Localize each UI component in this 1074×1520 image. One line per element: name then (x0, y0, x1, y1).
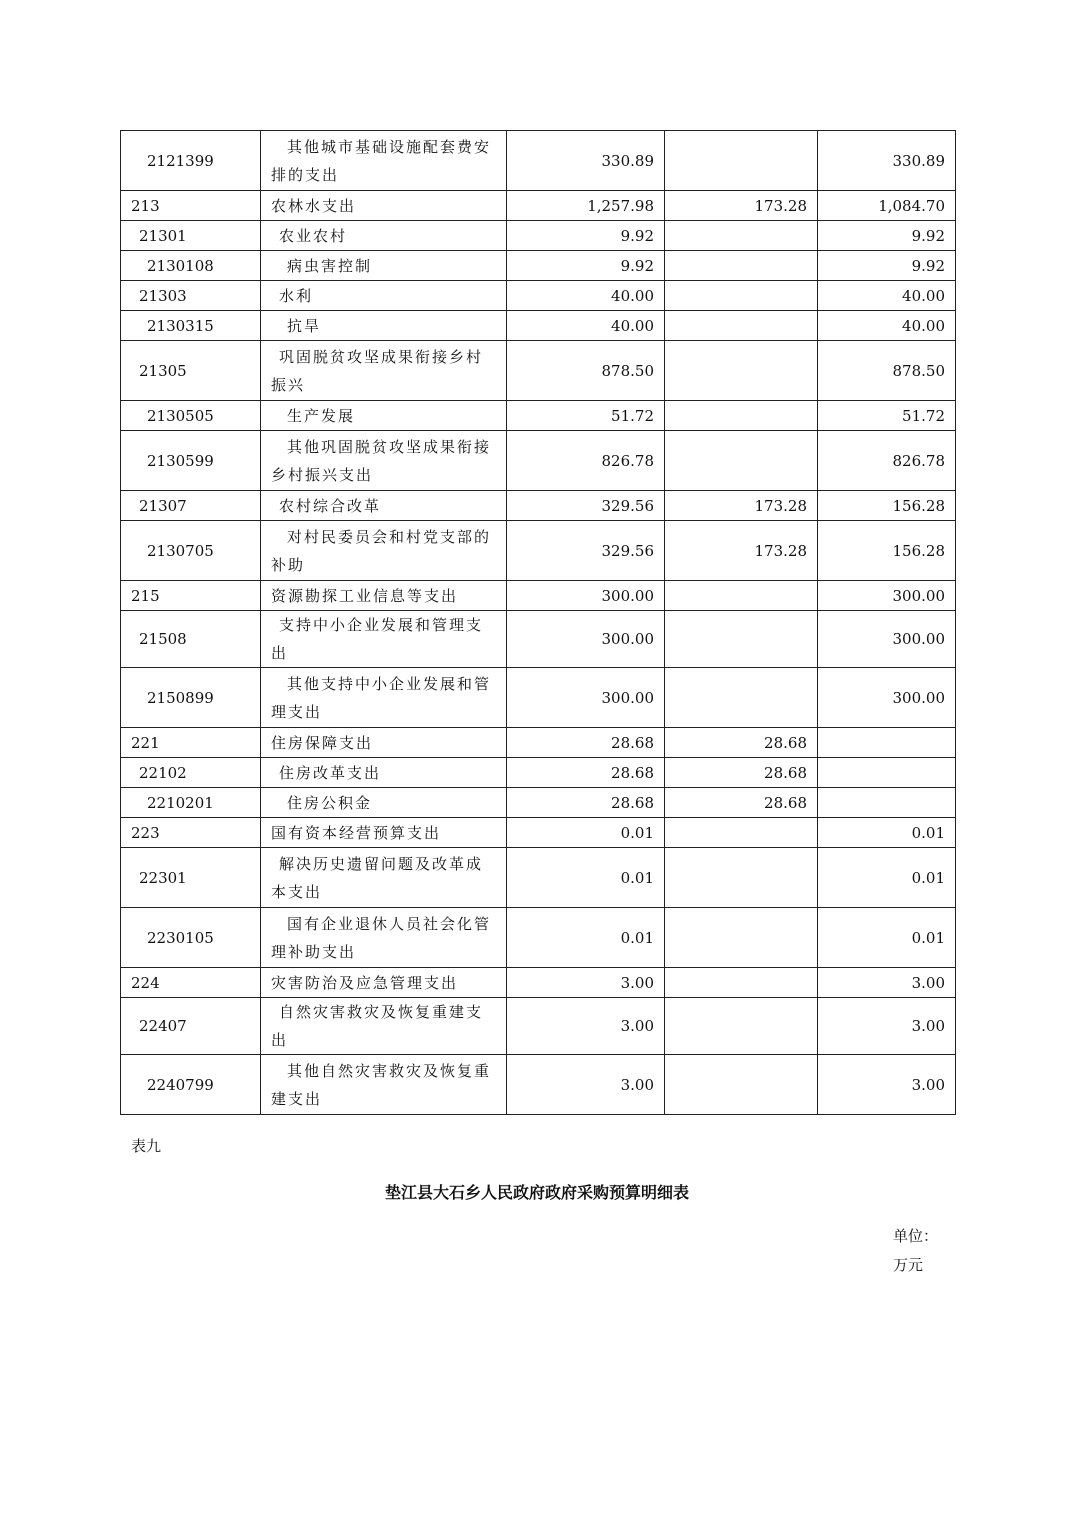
row-code: 215 (121, 581, 261, 611)
row-name: 解决历史遗留问题及改革成本支出 (261, 848, 507, 908)
row-project: 300.00 (818, 581, 956, 611)
row-code: 2150899 (121, 668, 261, 728)
row-total: 3.00 (507, 968, 665, 998)
row-project: 40.00 (818, 281, 956, 311)
row-project: 9.92 (818, 221, 956, 251)
row-project: 878.50 (818, 341, 956, 401)
row-project: 51.72 (818, 401, 956, 431)
table-row (121, 848, 956, 908)
table-row (121, 491, 956, 521)
row-name: 其他支持中小企业发展和管理支出 (261, 668, 507, 728)
row-total: 3.00 (507, 1055, 665, 1115)
row-basic (665, 281, 818, 311)
row-basic (665, 581, 818, 611)
row-total: 51.72 (507, 401, 665, 431)
table-row (121, 131, 956, 191)
row-project: 3.00 (818, 998, 956, 1055)
row-basic: 28.68 (665, 758, 818, 788)
row-total: 329.56 (507, 521, 665, 581)
table-row (121, 818, 956, 848)
table-row (121, 1055, 956, 1115)
row-project: 40.00 (818, 311, 956, 341)
row-project: 0.01 (818, 818, 956, 848)
row-total: 0.01 (507, 848, 665, 908)
row-total: 9.92 (507, 251, 665, 281)
row-project: 0.01 (818, 908, 956, 968)
row-code: 21303 (121, 281, 261, 311)
row-basic (665, 818, 818, 848)
row-code: 22102 (121, 758, 261, 788)
row-code: 21305 (121, 341, 261, 401)
row-name: 住房保障支出 (261, 728, 507, 758)
table-number-label: 表九 (131, 1137, 162, 1155)
row-code: 2130315 (121, 311, 261, 341)
row-basic (665, 908, 818, 968)
row-code: 224 (121, 968, 261, 998)
row-total: 300.00 (507, 581, 665, 611)
row-name: 农林水支出 (261, 191, 507, 221)
row-basic (665, 431, 818, 491)
row-project: 156.28 (818, 521, 956, 581)
row-project (818, 758, 956, 788)
row-total: 28.68 (507, 758, 665, 788)
row-name: 国有企业退休人员社会化管理补助支出 (261, 908, 507, 968)
row-basic (665, 401, 818, 431)
row-code: 21307 (121, 491, 261, 521)
row-name: 住房公积金 (261, 788, 507, 818)
row-total: 300.00 (507, 668, 665, 728)
row-code: 2121399 (121, 131, 261, 191)
unit-label: 单位： (893, 1227, 939, 1245)
row-basic (665, 998, 818, 1055)
row-name: 自然灾害救灾及恢复重建支出 (261, 998, 507, 1055)
row-code: 21301 (121, 221, 261, 251)
table-row (121, 728, 956, 758)
row-name: 其他巩固脱贫攻坚成果衔接乡村振兴支出 (261, 431, 507, 491)
row-project (818, 788, 956, 818)
row-total: 826.78 (507, 431, 665, 491)
table-row (121, 221, 956, 251)
row-project: 300.00 (818, 668, 956, 728)
row-basic: 173.28 (665, 521, 818, 581)
row-total: 0.01 (507, 818, 665, 848)
row-code: 2130599 (121, 431, 261, 491)
row-name: 抗旱 (261, 311, 507, 341)
row-total: 3.00 (507, 998, 665, 1055)
table-row (121, 191, 956, 221)
row-code: 2130505 (121, 401, 261, 431)
row-basic (665, 848, 818, 908)
row-code: 2130108 (121, 251, 261, 281)
table-row (121, 521, 956, 581)
row-total: 330.89 (507, 131, 665, 191)
row-project: 1,084.70 (818, 191, 956, 221)
row-code: 22407 (121, 998, 261, 1055)
row-code: 2210201 (121, 788, 261, 818)
row-project: 156.28 (818, 491, 956, 521)
row-basic (665, 311, 818, 341)
row-name: 其他自然灾害救灾及恢复重建支出 (261, 1055, 507, 1115)
row-name: 支持中小企业发展和管理支出 (261, 611, 507, 668)
expenditure-table (120, 130, 956, 1115)
row-project: 0.01 (818, 848, 956, 908)
table-row (121, 998, 956, 1055)
row-code: 21508 (121, 611, 261, 668)
row-project: 826.78 (818, 431, 956, 491)
row-code: 2130705 (121, 521, 261, 581)
table-row (121, 788, 956, 818)
table-row (121, 758, 956, 788)
row-basic (665, 131, 818, 191)
row-project: 300.00 (818, 611, 956, 668)
table-title: 垫江县大石乡人民政府政府采购预算明细表 (384, 1183, 689, 1202)
table-row (121, 581, 956, 611)
row-total: 28.68 (507, 728, 665, 758)
row-name: 水利 (261, 281, 507, 311)
row-total: 0.01 (507, 908, 665, 968)
row-total: 329.56 (507, 491, 665, 521)
table-row (121, 251, 956, 281)
row-name: 对村民委员会和村党支部的补助 (261, 521, 507, 581)
table-row (121, 341, 956, 401)
table-row (121, 611, 956, 668)
row-name: 巩固脱贫攻坚成果衔接乡村振兴 (261, 341, 507, 401)
row-total: 878.50 (507, 341, 665, 401)
row-project: 9.92 (818, 251, 956, 281)
table-row (121, 668, 956, 728)
table-row (121, 401, 956, 431)
row-basic (665, 968, 818, 998)
row-basic (665, 251, 818, 281)
row-basic: 28.68 (665, 728, 818, 758)
row-total: 1,257.98 (507, 191, 665, 221)
row-code: 2240799 (121, 1055, 261, 1115)
row-total: 9.92 (507, 221, 665, 251)
row-total: 40.00 (507, 281, 665, 311)
row-code: 223 (121, 818, 261, 848)
row-total: 40.00 (507, 311, 665, 341)
row-basic: 28.68 (665, 788, 818, 818)
row-name: 其他城市基础设施配套费安排的支出 (261, 131, 507, 191)
row-name: 农业农村 (261, 221, 507, 251)
row-name: 资源勘探工业信息等支出 (261, 581, 507, 611)
row-name: 灾害防治及应急管理支出 (261, 968, 507, 998)
row-code: 22301 (121, 848, 261, 908)
row-basic (665, 1055, 818, 1115)
row-name: 病虫害控制 (261, 251, 507, 281)
row-total: 28.68 (507, 788, 665, 818)
table-row (121, 311, 956, 341)
row-basic: 173.28 (665, 191, 818, 221)
row-project: 330.89 (818, 131, 956, 191)
row-basic (665, 611, 818, 668)
row-basic (665, 341, 818, 401)
table-row (121, 281, 956, 311)
row-name: 农村综合改革 (261, 491, 507, 521)
row-name: 住房改革支出 (261, 758, 507, 788)
row-basic (665, 221, 818, 251)
table-row (121, 431, 956, 491)
row-project (818, 728, 956, 758)
row-code: 213 (121, 191, 261, 221)
table-row (121, 908, 956, 968)
table-row (121, 968, 956, 998)
row-basic (665, 668, 818, 728)
row-code: 2230105 (121, 908, 261, 968)
row-name: 国有资本经营预算支出 (261, 818, 507, 848)
row-total: 300.00 (507, 611, 665, 668)
row-basic: 173.28 (665, 491, 818, 521)
expenditure-table-body (121, 131, 956, 1115)
row-code: 221 (121, 728, 261, 758)
row-name: 生产发展 (261, 401, 507, 431)
unit-value: 万元 (893, 1256, 924, 1274)
row-project: 3.00 (818, 968, 956, 998)
row-project: 3.00 (818, 1055, 956, 1115)
